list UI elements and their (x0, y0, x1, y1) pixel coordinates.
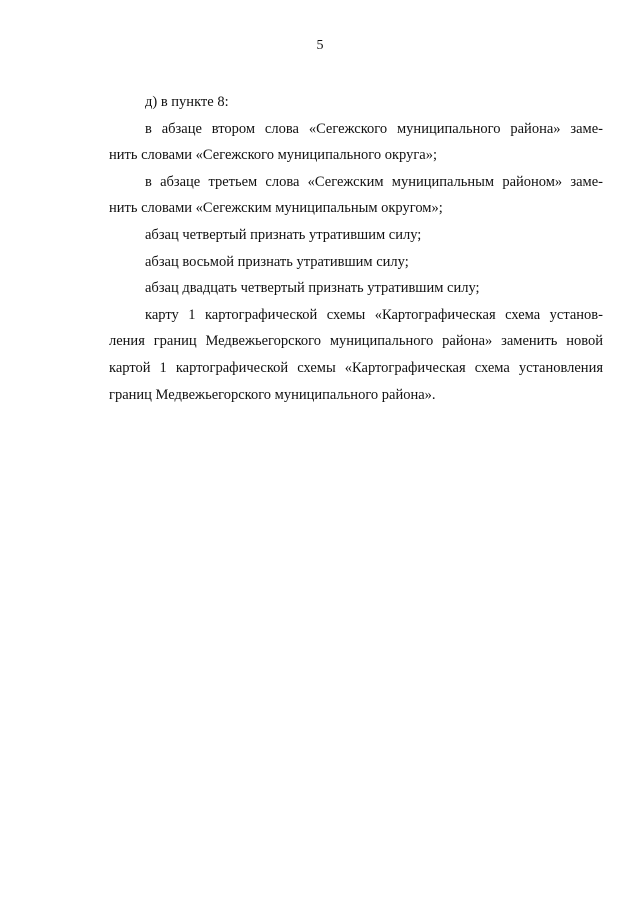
paragraph-line: границ Медвежьегорского муниципального района». (109, 386, 436, 403)
paragraph-line: абзац восьмой признать утратившим силу; (145, 253, 409, 270)
paragraph-line: абзац двадцать четвертый признать утратившим силу; (145, 280, 480, 297)
paragraph-line: абзац четвертый признать утратившим силу; (145, 226, 422, 243)
paragraph-map-replacement (109, 302, 603, 408)
paragraph-eighth-abzac (109, 249, 603, 276)
paragraph-fourth-abzac (109, 222, 603, 249)
paragraph-line: картой 1 картографической схемы «Картографическая схема установления (109, 359, 603, 376)
paragraph-line: нить словами «Сегежского муниципального округа»; (109, 147, 437, 164)
page-number: 5 (316, 38, 324, 53)
paragraph-line: ления границ Медвежьегорского муниципального района» заменить новой (109, 333, 603, 350)
document-body (109, 89, 603, 408)
paragraph-line: нить словами «Сегежским муниципальным округом»; (109, 200, 443, 217)
paragraph-third-abzac (109, 169, 603, 222)
paragraph-line: в абзаце втором слова «Сегежского муниципального района» заме- (145, 120, 603, 137)
paragraph-second-abzac (109, 116, 603, 169)
paragraph-line: в абзаце третьем слова «Сегежским муниципальным районом» заме- (145, 173, 603, 190)
paragraph-line: карту 1 картографической схемы «Картографическая схема установ- (145, 306, 603, 323)
paragraph-subitem-d (109, 89, 603, 116)
paragraph-twenty-fourth-abzac (109, 275, 603, 302)
paragraph-line: д) в пункте 8: (145, 94, 229, 110)
